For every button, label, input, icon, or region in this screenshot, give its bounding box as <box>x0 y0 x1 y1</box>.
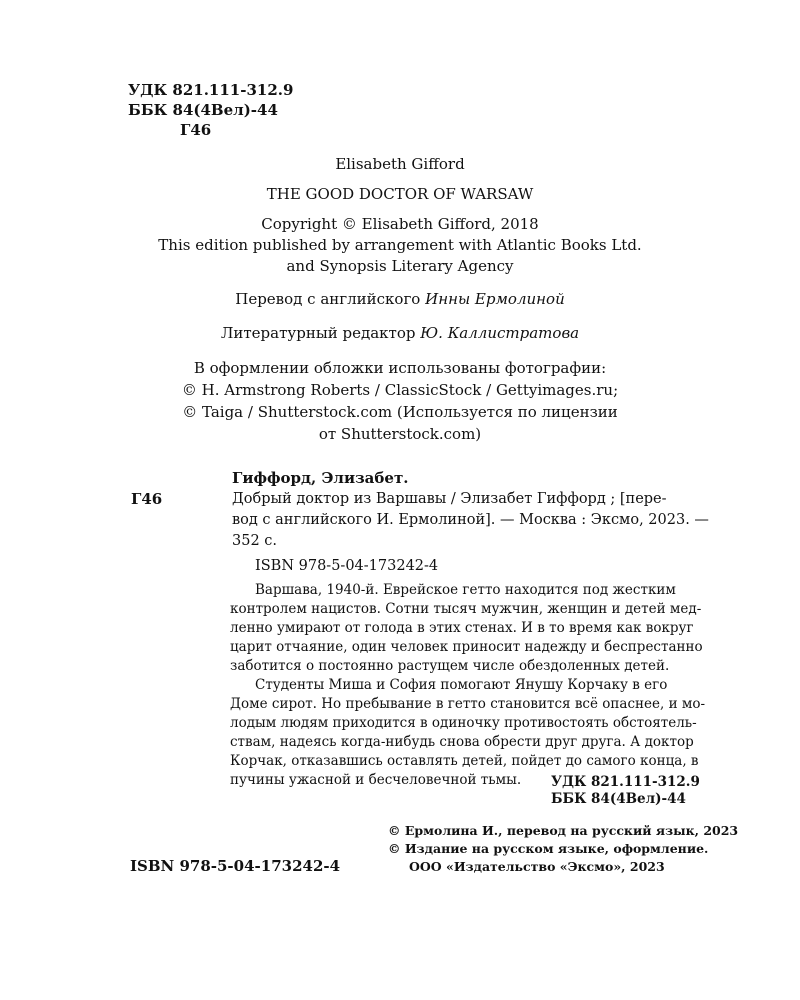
cover-photos-line-2: © H. Armstrong Roberts / ClassicStock / Gettyimages.ru; <box>181 381 619 399</box>
annotation-line: лодым людям приходится в одиночку противостоять обстоятель- <box>230 715 697 731</box>
editor-prefix: Литературный редактор <box>220 324 421 342</box>
bbk-code: ББК 84(4Вел)-44 <box>128 101 278 119</box>
catalog-desc-line: 352 с. <box>232 533 278 549</box>
classification-codes <box>128 80 293 140</box>
annotation-line: заботится о постоянно растущем числе обездоленных детей. <box>230 658 670 674</box>
copyright-block <box>388 822 738 876</box>
annotation-line: царит отчаяние, один человек приносит надежду и беспрестанно <box>230 639 703 655</box>
annotation-line: Корчак, отказавшись оставлять детей, пойдет до самого конца, в <box>230 753 699 769</box>
editor-name: Ю. Каллистратова <box>420 324 580 342</box>
bottom-classification-codes <box>551 774 700 808</box>
original-author: Elisabeth Gifford <box>335 155 465 173</box>
translation-credit <box>0 288 800 310</box>
isbn-bottom: ISBN 978-5-04-173242-4 <box>130 857 341 875</box>
catalog-desc-line: Добрый доктор из Варшавы / Элизабет Гиффорд ; [пере- <box>232 491 667 507</box>
cover-photos-line-1: В оформлении обложки использованы фотографии: <box>193 359 607 377</box>
copyright-publisher: ООО «Издательство «Эксмо», 2023 <box>409 859 665 874</box>
annotation-line: Доме сирот. Но пребывание в гетто становится всё опаснее, и мо- <box>230 696 706 712</box>
catalog-author: Гиффорд, Элизабет. <box>232 469 409 487</box>
annotation-line: Студенты Миша и София помогают Янушу Корчаку в его <box>255 677 668 693</box>
bbk-code-bottom: ББК 84(4Вел)-44 <box>551 791 686 807</box>
catalog-description <box>232 489 709 552</box>
author-sign: Г46 <box>180 121 212 139</box>
udk-code-bottom: УДК 821.111-312.9 <box>551 774 700 790</box>
copyright-edition: © Издание на русском языке, оформление. <box>388 841 709 856</box>
editor-credit <box>0 322 800 344</box>
annotation-line: Варшава, 1940-й. Еврейское гетто находится под жестким <box>255 582 676 598</box>
catalog-isbn: ISBN 978-5-04-173242-4 <box>255 558 439 574</box>
cover-photos-line-3: © Taiga / Shutterstock.com (Используется по лицензии <box>182 403 618 421</box>
annotation-line: ленно умирают от голода в этих стенах. И в то время как вокруг <box>230 620 694 636</box>
translator-name: Инны Ермолиной <box>425 290 565 308</box>
original-title: THE GOOD DOCTOR OF WARSAW <box>266 185 534 203</box>
cover-photos-line-4: от Shutterstock.com) <box>318 425 482 443</box>
annotation-line: пучины ужасной и бесчеловечной тьмы. <box>230 772 522 788</box>
annotation <box>230 581 706 790</box>
catalog-code: Г46 <box>131 490 163 508</box>
copyright-translation: © Ермолина И., перевод на русский язык, 2023 <box>388 823 739 838</box>
udk-code: УДК 821.111-312.9 <box>128 81 294 99</box>
annotation-line: ствам, надеясь когда-нибудь снова обрести друг друга. А доктор <box>230 734 694 750</box>
translation-prefix: Перевод с английского <box>235 290 426 308</box>
edition-line-1: This edition published by arrangement with Atlantic Books Ltd. <box>158 236 642 254</box>
edition-line-2: and Synopsis Literary Agency <box>286 257 514 275</box>
catalog-desc-line: вод с английского И. Ермолиной]. — Москва : Эксмо, 2023. — <box>232 512 709 528</box>
copyright-line: Copyright © Elisabeth Gifford, 2018 <box>261 215 539 233</box>
annotation-line: контролем нацистов. Сотни тысяч мужчин, женщин и детей мед- <box>230 601 702 617</box>
